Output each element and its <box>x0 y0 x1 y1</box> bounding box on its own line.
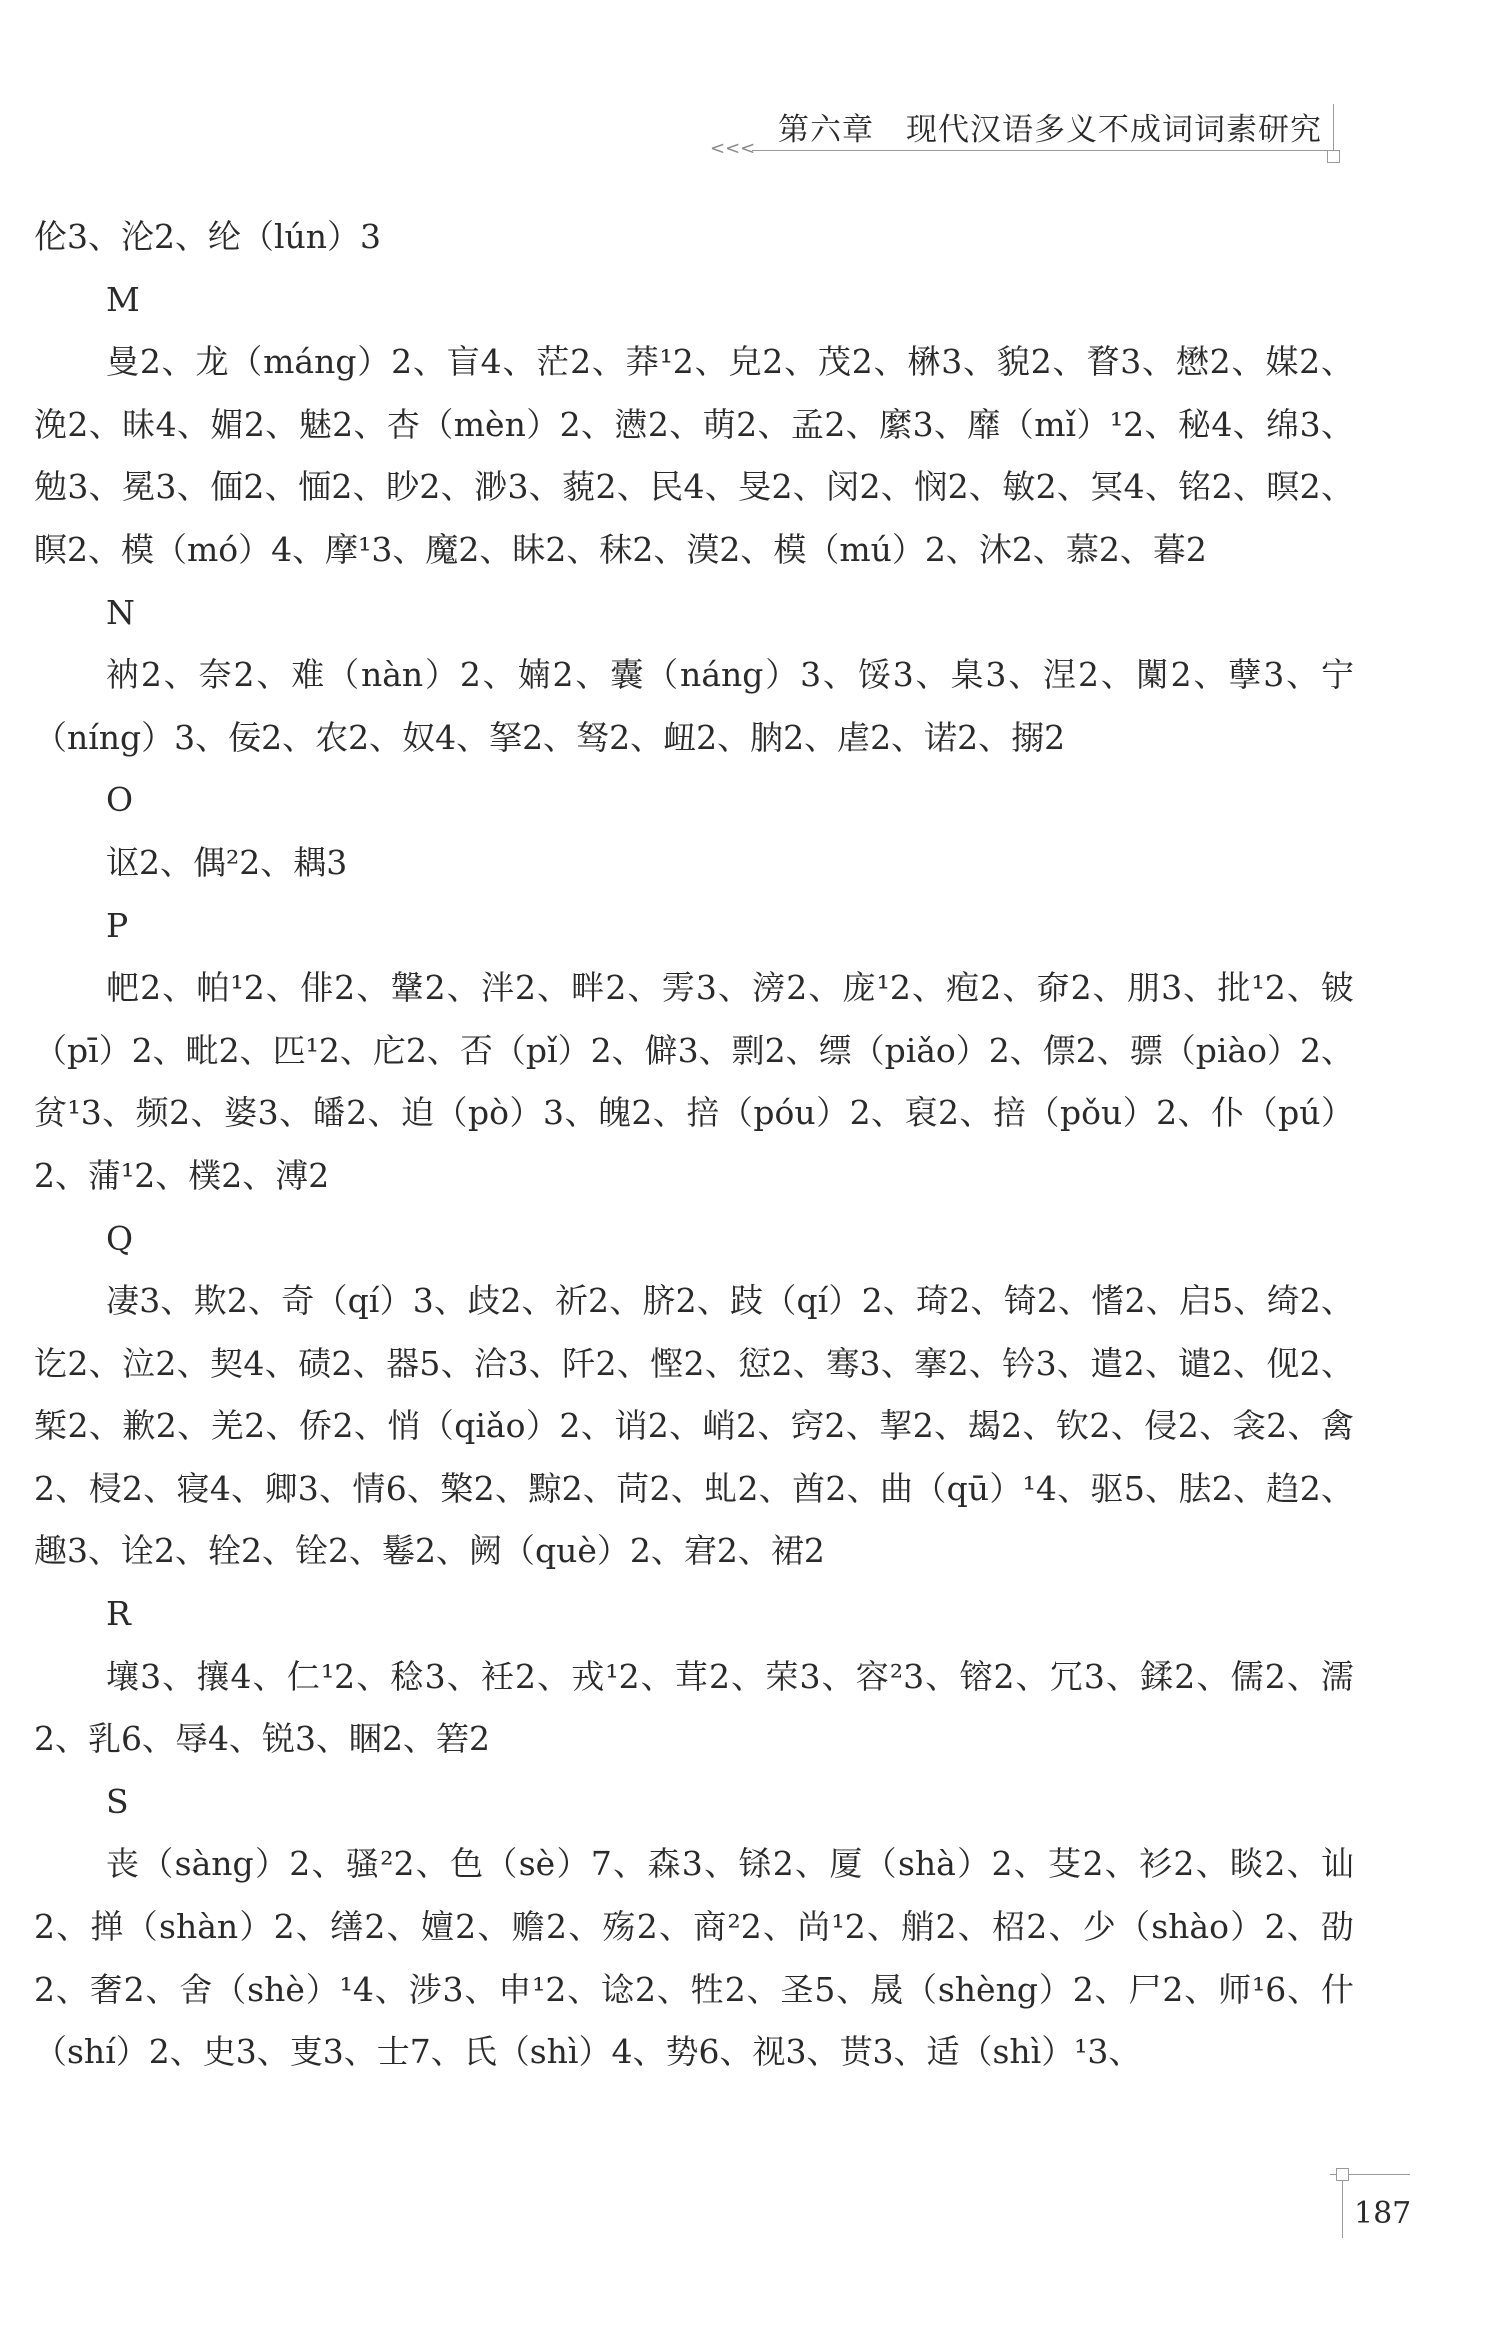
body-text <box>34 206 1354 2084</box>
morpheme-list-paragraph: 衲2、奈2、难（nàn）2、婻2、囊（náng）3、馁3、臬3、涅2、闑2、孽3、宁（níng）3、佞2、农2、奴4、拏2、驽2、衄2、朒2、虐2、诺2、搦2 <box>34 655 1354 757</box>
index-letter-heading: Q <box>106 1218 134 1258</box>
morpheme-list-paragraph: 伦3、沦2、纶（lún）3 <box>34 217 382 256</box>
header-corner-box <box>1327 150 1340 163</box>
index-letter-heading: P <box>106 905 129 945</box>
index-letter-heading: M <box>106 279 140 319</box>
morpheme-list-paragraph: 丧（sàng）2、骚²2、色（sè）7、森3、铩2、厦（shà）2、芟2、衫2、睒2、讪2、掸（shàn）2、缮2、嬗2、赡2、殇2、商²2、尚¹2、艄2、柖2、少（shào）2、劭2、奢2、舍（shè）¹4、涉3、申¹2、谂2、牲2、圣5、晟（shèng）2、尸2、师¹6、什（shí）2、史3、叓3、士7、氏（shì）4、势6、视3、贳3、适（shì）¹3、 <box>34 1844 1354 2072</box>
chapter-title: 第六章 现代汉语多义不成词词素研究 <box>778 112 1322 148</box>
morpheme-list-paragraph: 帊2、帕¹2、俳2、鞶2、泮2、畔2、雱3、滂2、庞¹2、疱2、奅2、朋3、批¹2、铍（pī）2、毗2、匹¹2、庀2、否（pǐ）2、僻3、剽2、缥（piǎo）2、僄2、骠（piào）2、贫¹3、频2、婆3、皤2、迫（pò）3、魄2、掊（póu）2、裒2、掊（pǒu）2、仆（pú）2、蒲¹2、樸2、溥2 <box>34 968 1354 1195</box>
running-header <box>700 104 1350 174</box>
header-rule <box>752 150 1334 151</box>
index-letter-heading: O <box>106 780 134 820</box>
morpheme-list-paragraph: 曼2、龙（máng）2、盲4、茫2、莽¹2、皃2、茂2、楙3、貌2、瞀3、懋2、媒2、浼2、昧4、媚2、魅2、杏（mèn）2、懑2、萌2、孟2、縻3、靡（mǐ）¹2、秘4、绵3、勉3、冕3、偭2、愐2、眇2、渺3、藐2、民4、旻2、闵2、悯2、敏2、冥4、铭2、暝2、瞑2、模（mó）4、摩¹3、魔2、眛2、秣2、漠2、模（mú）2、沐2、慕2、暮2 <box>34 342 1354 569</box>
header-vertical-rule <box>1333 104 1334 156</box>
header-arrows: <<< <box>710 138 756 159</box>
page-footer <box>1300 2130 1430 2250</box>
index-letter-heading: R <box>106 1594 131 1634</box>
morpheme-list-paragraph: 讴2、偶²2、耦3 <box>106 842 348 882</box>
footer-corner-box <box>1336 2168 1349 2181</box>
morpheme-list-paragraph: 壤3、攘4、仁¹2、稔3、衽2、戎¹2、茸2、荣3、容²3、镕2、冗3、鍒2、儒2、濡2、乳6、辱4、锐3、睏2、箬2 <box>34 1656 1354 1759</box>
index-letter-heading: S <box>106 1781 129 1821</box>
page-number: 187 <box>1354 2196 1412 2231</box>
morpheme-list-paragraph: 凄3、欺2、奇（qí）3、歧2、祈2、脐2、跂（qí）2、琦2、锜2、愭2、启5、绮2、讫2、泣2、契4、碛2、器5、洽3、阡2、慳2、愆2、骞3、搴2、钤3、遣2、谴2、伣2、椠2、歉2、羌2、侨2、悄（qiǎo）2、诮2、峭2、窍2、挈2、朅2、钦2、侵2、衾2、禽2、梫2、寝4、卿3、情6、檠2、黥2、苘2、虬2、酋2、曲（qū）¹4、驱5、胠2、趋2、趣3、诠2、辁2、铨2、鬈2、阙（què）2、宭2、裙2 <box>34 1281 1354 1571</box>
index-letter-heading: N <box>106 592 135 632</box>
